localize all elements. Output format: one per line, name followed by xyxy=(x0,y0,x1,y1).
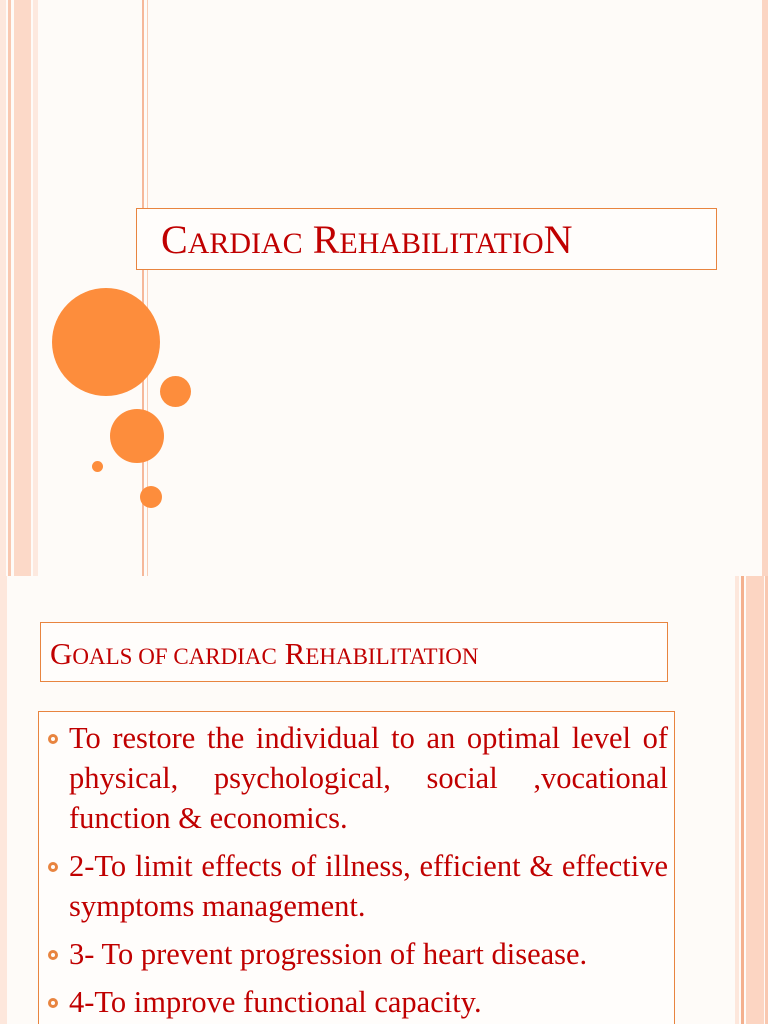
decorative-circle xyxy=(52,288,160,396)
slide-title: GOALS OF CARDIAC REHABILITATION xyxy=(40,622,668,682)
decorative-circle xyxy=(110,409,164,463)
list-item: 4-To improve functional capacity. xyxy=(45,982,668,1022)
decorative-stripe xyxy=(735,576,739,1024)
decorative-stripe xyxy=(741,576,744,1024)
decorative-stripe xyxy=(0,576,7,1024)
decorative-stripe xyxy=(0,0,6,576)
bullet-icon xyxy=(48,950,58,960)
decorative-circle xyxy=(92,461,103,472)
goals-slide xyxy=(0,576,768,1024)
decorative-stripe xyxy=(33,0,38,576)
decorative-stripe xyxy=(746,576,764,1024)
list-item: To restore the individual to an optimal level of physical, psychological, social ,vocational function & economics. xyxy=(45,718,668,838)
decorative-stripe xyxy=(8,0,11,576)
bullet-icon xyxy=(48,998,58,1008)
list-item: 2-To limit effects of illness, efficient & effective symptoms management. xyxy=(45,846,668,926)
decorative-circle xyxy=(140,486,162,508)
decorative-stripe xyxy=(14,0,31,576)
list-item: 3- To prevent progression of heart disease. xyxy=(45,934,668,974)
decorative-circle xyxy=(160,376,191,407)
decorative-stripe xyxy=(762,0,768,576)
bullet-icon xyxy=(48,862,58,872)
slide-title: CARDIAC REHABILITATION xyxy=(136,208,717,270)
goals-list xyxy=(38,711,675,1024)
bullet-icon xyxy=(48,734,58,744)
